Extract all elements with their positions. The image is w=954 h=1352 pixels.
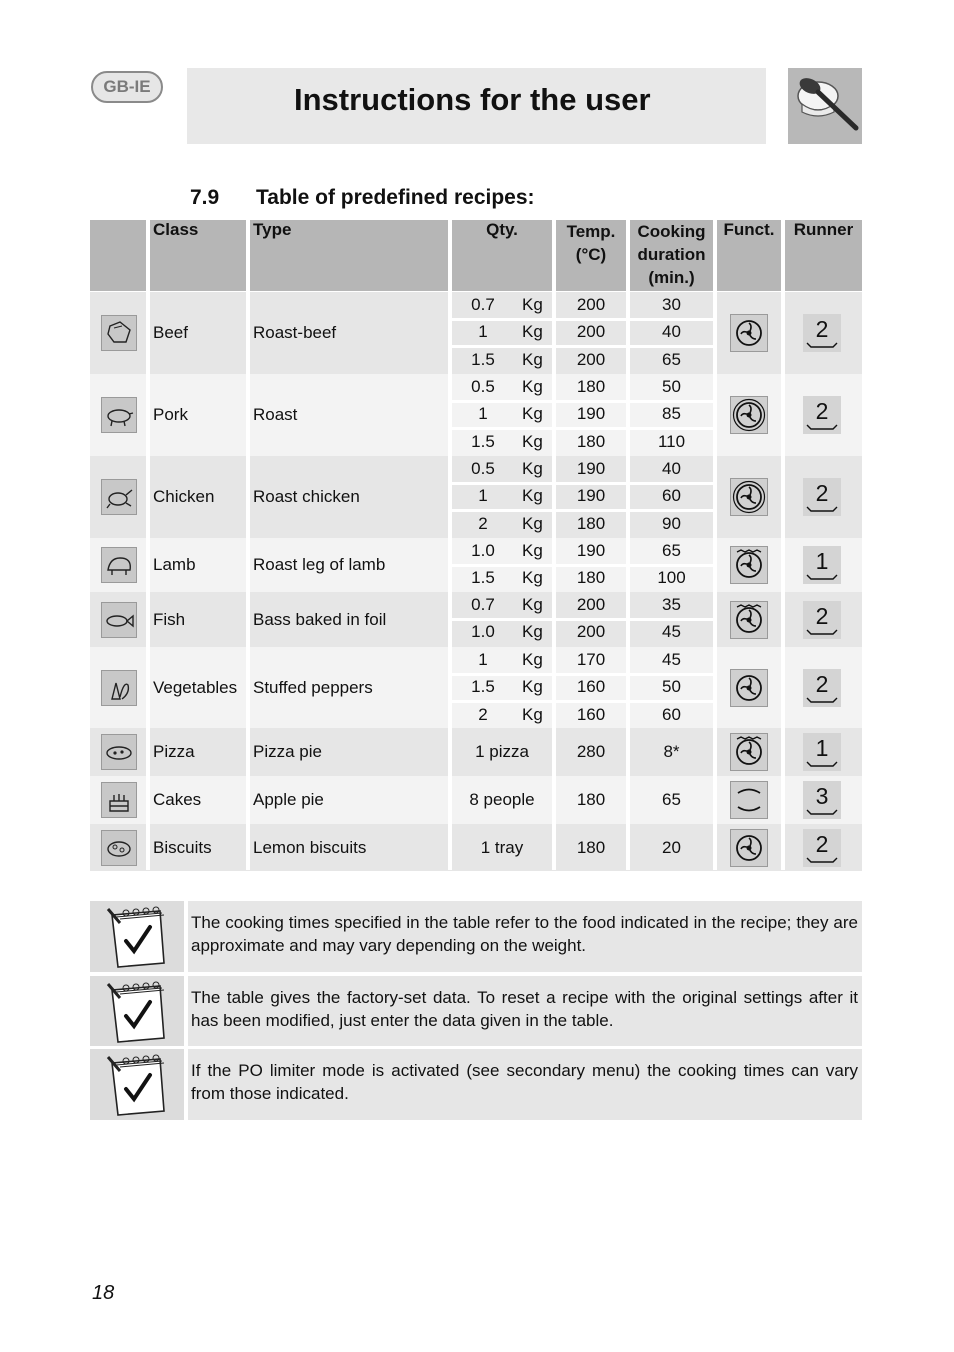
- fan-heating-icon: [730, 314, 768, 352]
- cake-icon: [101, 782, 137, 818]
- recipe-class: Pork: [153, 405, 188, 424]
- cooking-time-value: 50: [662, 377, 681, 396]
- row-divider: [452, 673, 713, 676]
- fan-grill-icon: [730, 733, 768, 771]
- qty-value: 2: [478, 704, 488, 724]
- qty-unit: Kg: [522, 704, 543, 724]
- row-divider: [452, 318, 713, 321]
- qty-value: 1: [478, 486, 488, 506]
- qty-unit: Kg: [522, 295, 543, 314]
- cooking-time-value: 45: [662, 650, 681, 669]
- chicken-icon: [101, 479, 137, 515]
- temp-value: 160: [576, 704, 606, 724]
- fan-grill-icon: [730, 546, 768, 584]
- qty-unit: Kg: [522, 431, 543, 451]
- row-divider: [452, 509, 713, 512]
- temp-value: 200: [576, 622, 606, 642]
- notepad-check-icon: [90, 901, 184, 972]
- qty-unit: Kg: [522, 513, 543, 533]
- cooking-time-value: 65: [662, 349, 681, 369]
- beef-icon: [101, 315, 137, 351]
- pizza-icon: [101, 734, 137, 770]
- row-divider: [452, 345, 713, 348]
- temp-value: 180: [576, 377, 606, 396]
- recipe-class: Chicken: [153, 487, 215, 506]
- cooking-time-value: 110: [657, 431, 686, 451]
- qty-unit: Kg: [522, 322, 543, 342]
- column-divider: [448, 220, 452, 870]
- runner-value: 2: [815, 830, 829, 857]
- cooking-time-value: 35: [662, 595, 681, 614]
- runner-value: 1: [815, 735, 829, 761]
- recipe-type: Roast chicken: [253, 487, 360, 506]
- cooking-time-value: 20: [662, 837, 681, 857]
- page-number: 18: [92, 1282, 115, 1304]
- qty-value: 0.7: [471, 295, 495, 314]
- recipe-class: Cakes: [153, 790, 202, 809]
- row-divider: [452, 427, 713, 430]
- runner-value: 2: [815, 316, 829, 342]
- cooking-time-value: 60: [662, 704, 681, 724]
- runner-value: 2: [815, 398, 829, 424]
- recipe-type: Roast: [253, 405, 298, 424]
- temp-value: 190: [576, 404, 606, 424]
- qty-unit: Kg: [522, 404, 543, 424]
- lamb-icon: [101, 547, 137, 583]
- cooking-time-value: 40: [662, 459, 681, 478]
- runner-indicator: [803, 781, 841, 819]
- biscuits-icon: [101, 830, 137, 866]
- row-divider: [452, 400, 713, 403]
- runner-indicator: [803, 733, 841, 771]
- temp-value: 200: [576, 322, 606, 342]
- temp-value: 190: [576, 459, 606, 478]
- runner-value: 2: [815, 670, 829, 697]
- recipe-type: Lemon biscuits: [253, 837, 367, 857]
- row-divider: [452, 482, 713, 485]
- qty-unit: Kg: [522, 677, 543, 697]
- qty-value: 2: [478, 513, 488, 533]
- page-title: Instructions for the user: [294, 82, 651, 117]
- column-divider: [626, 220, 630, 870]
- cooking-time-value: 100: [657, 568, 686, 588]
- recipe-type: Pizza pie: [253, 742, 322, 761]
- qty-value: 1.5: [471, 349, 495, 369]
- qty-value: 1: [478, 404, 488, 424]
- note-text: If the PO limiter mode is activated (see secondary menu) the cooking times can vary from those indicated.: [188, 1049, 862, 1120]
- header-cell-funct: Funct.: [717, 220, 781, 291]
- recipe-class: Pizza: [153, 742, 195, 761]
- recipe-class: Vegetables: [153, 677, 238, 697]
- top-bottom-heat-icon: [730, 781, 768, 819]
- qty-value: 1: [478, 322, 488, 342]
- runner-indicator: [803, 396, 841, 434]
- qty-unit: Kg: [522, 486, 543, 506]
- recipe-type: Roast-beef: [253, 323, 337, 342]
- temp-value: 200: [576, 595, 606, 614]
- row-divider: [452, 564, 713, 567]
- column-divider: [713, 220, 717, 870]
- qty-unit: Kg: [522, 650, 543, 669]
- qty-value: 1: [478, 650, 488, 669]
- cooking-time-value: 45: [662, 622, 681, 642]
- qty-unit: Kg: [522, 459, 543, 478]
- qty-value: 1.0: [471, 622, 495, 642]
- temp-value: 200: [576, 349, 606, 369]
- vegetables-icon: [101, 670, 137, 706]
- qty-value: 0.5: [471, 377, 495, 396]
- notepad-check-icon: [90, 976, 184, 1046]
- temp-value: 180: [576, 513, 606, 533]
- fan-grill-icon: [730, 601, 768, 639]
- fish-icon: [101, 602, 137, 638]
- header-cell-qty: Qty.: [452, 220, 552, 291]
- runner-indicator: [803, 314, 841, 352]
- recipe-type: Roast leg of lamb: [253, 555, 386, 574]
- temp-value: 200: [576, 295, 606, 314]
- cooking-time-value: 65: [662, 790, 681, 809]
- recipe-type: Stuffed peppers: [253, 677, 373, 697]
- spoon-chef-hat-icon: [788, 68, 862, 144]
- cooking-time-value: 65: [662, 541, 681, 560]
- qty-unit: Kg: [522, 377, 543, 396]
- header-cell-temp: Temp. (°C): [556, 220, 626, 291]
- qty-unit: Kg: [522, 541, 543, 560]
- section-title: Table of predefined recipes:: [256, 186, 535, 209]
- cooking-time-value: 90: [662, 513, 681, 533]
- runner-value: 2: [815, 480, 829, 506]
- runner-indicator: [803, 669, 841, 707]
- qty-value: 1.5: [471, 431, 495, 451]
- column-divider: [781, 220, 785, 870]
- qty-unit: Kg: [522, 595, 543, 614]
- note-text: The cooking times specified in the table refer to the food indicated in the recipe; they are approximate and may vary depending on the weight.: [188, 901, 862, 972]
- qty-unit: Kg: [522, 622, 543, 642]
- region-badge: GB-IE: [91, 71, 163, 103]
- temp-value: 180: [576, 790, 606, 809]
- notepad-check-icon: [90, 1049, 184, 1120]
- runner-value: 3: [815, 783, 829, 809]
- temp-value: 160: [576, 677, 606, 697]
- fan-heating-icon: [730, 669, 768, 707]
- qty-value: 1.0: [471, 541, 495, 560]
- recipe-class: Fish: [153, 609, 186, 629]
- column-divider: [146, 220, 150, 870]
- temp-value: 180: [576, 568, 606, 588]
- qty-value: 1.5: [471, 677, 495, 697]
- recipe-type: Bass baked in foil: [253, 609, 387, 629]
- cooking-time-value: 40: [662, 322, 681, 342]
- recipe-class: Biscuits: [153, 837, 212, 857]
- note-text: The table gives the factory-set data. To reset a recipe with the original settings after it has been modified, just enter the data given in the table.: [188, 976, 862, 1046]
- cooking-time-value: 60: [662, 486, 681, 506]
- header-cell-class: Class: [150, 220, 246, 291]
- fan-circular-icon: [730, 396, 768, 434]
- column-divider: [246, 220, 250, 870]
- header-cell-cooking: Cooking duration (min.): [630, 220, 713, 291]
- qty-value: 0.7: [471, 595, 495, 614]
- runner-value: 2: [815, 602, 829, 629]
- qty-value: 0.5: [471, 459, 495, 478]
- runner-indicator: [803, 829, 841, 867]
- qty-unit: Kg: [522, 349, 543, 369]
- header-cell-icon: [90, 220, 146, 291]
- header-cell-type: Type: [250, 220, 448, 291]
- cooking-time-value: 50: [662, 677, 681, 697]
- cooking-time-value: 8*: [663, 742, 680, 761]
- qty-value: 1 tray: [480, 837, 524, 857]
- recipe-class: Beef: [153, 323, 188, 342]
- runner-indicator: [803, 478, 841, 516]
- temp-value: 280: [576, 742, 606, 761]
- fan-circular-icon: [730, 478, 768, 516]
- column-divider: [552, 220, 556, 870]
- recipe-type: Apple pie: [253, 790, 324, 809]
- temp-value: 190: [576, 541, 606, 560]
- header-cell-runner: Runner: [785, 220, 862, 291]
- temp-value: 180: [576, 431, 606, 451]
- runner-indicator: [803, 546, 841, 584]
- temp-value: 190: [576, 486, 606, 506]
- cooking-time-value: 30: [662, 295, 681, 314]
- qty-value: 8 people: [469, 790, 535, 809]
- runner-value: 1: [815, 548, 829, 574]
- temp-value: 180: [576, 837, 606, 857]
- row-divider: [452, 700, 713, 703]
- qty-value: 1.5: [471, 568, 495, 588]
- row-divider: [452, 618, 713, 621]
- pig-icon: [101, 397, 137, 433]
- fan-heating-icon: [730, 829, 768, 867]
- qty-value: 1 pizza: [475, 742, 529, 761]
- temp-value: 170: [576, 650, 606, 669]
- qty-unit: Kg: [522, 568, 543, 588]
- section-number: 7.9: [190, 186, 220, 209]
- cooking-time-value: 85: [662, 404, 681, 424]
- runner-indicator: [803, 601, 841, 639]
- recipe-class: Lamb: [153, 555, 196, 574]
